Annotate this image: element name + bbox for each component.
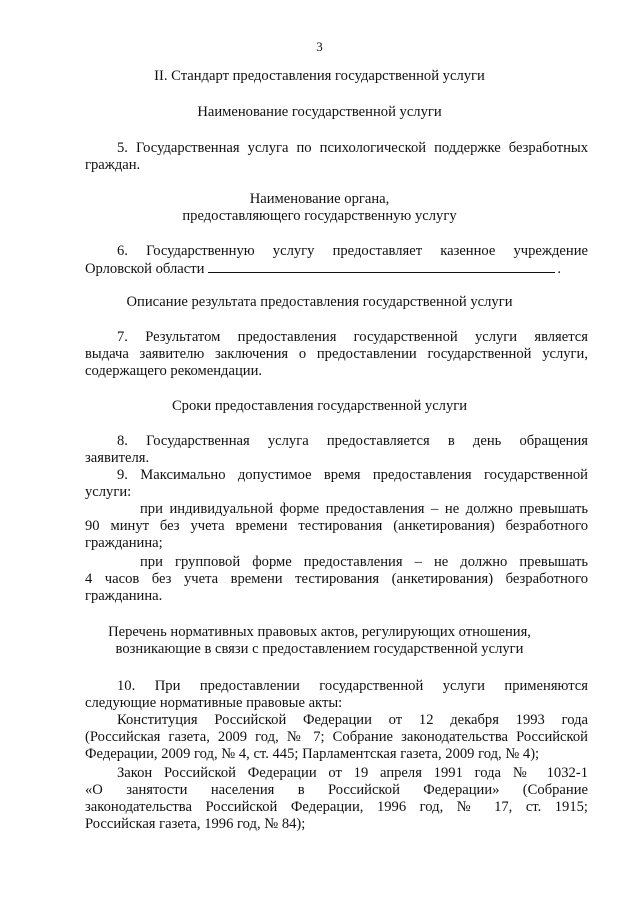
law-line3: законодательства Российской Федерации, 1996 год, № 17, ст. 1915; [85,799,588,815]
p10-line2: следующие нормативные правовые акты: [85,695,343,711]
p5-line1: 5. Государственная услуга по психологической поддержке безработных [117,140,588,156]
heading-result: Описание результата предоставления государственной услуги [126,294,513,310]
p9-group-line2: 4 часов без учета времени тестирования (анкетирования) безработного [85,571,588,587]
p6-line2-dot: . [557,261,562,277]
constitution-line1: Конституция Российской Федерации от 12 декабря 1993 года [117,712,588,728]
p7-line1: 7. Результатом предоставления государственной услуги является [117,329,588,345]
p7-line2: выдача заявителю заключения о предоставлении государственной услуги, [85,346,588,362]
law-line4: Российская газета, 1996 год, № 84); [85,816,306,832]
heading-organ-line1: Наименование органа, [249,191,390,207]
page-number: 3 [316,39,323,54]
p9-individual-line3: гражданина; [85,535,163,551]
heading-acts-line2: возникающие в связи с предоставлением государственной услуги [115,641,524,657]
law-line1: Закон Российской Федерации от 19 апреля 1991 года № 1032-1 [117,765,588,781]
heading-organ-line2: предоставляющего государственную услугу [182,208,457,224]
p9-line1: 9. Максимально допустимое время предоставления государственной [117,467,588,483]
p8-line2: заявителя. [85,450,150,466]
p5-line2: граждан. [85,157,141,173]
p6-line2 [85,260,561,278]
p6-line2-text: Орловской области [85,261,205,277]
constitution-line3: Федерации, 2009 год, № 4, ст. 445; Парламентская газета, 2009 год, № 4); [85,746,540,762]
p9-individual-line1: при индивидуальной форме предоставления – не должно превышать [140,501,588,517]
section-title: II. Стандарт предоставления государственной услуги [154,68,485,84]
law-line2: «О занятости населения в Российской Федерации» (Собрание [85,782,588,798]
constitution-line2: (Российская газета, 2009 год, № 7; Собрание законодательства Российской [85,729,588,745]
p6-line1: 6. Государственную услугу предоставляет казенное учреждение [117,243,588,259]
p9-group-line3: гражданина. [85,588,163,604]
heading-acts-line1: Перечень нормативных правовых актов, регулирующих отношения, [108,624,531,640]
p8-line1: 8. Государственная услуга предоставляется в день обращения [117,433,588,449]
p10-line1: 10. При предоставлении государственной услуги применяются [117,678,588,694]
heading-terms: Сроки предоставления государственной услуги [171,398,468,414]
heading-service-name: Наименование государственной услуги [197,104,442,120]
p9-group-line1: при групповой форме предоставления – не должно превышать [140,554,588,570]
blank-fill-line [208,260,555,273]
p9-individual-line2: 90 минут без учета времени тестирования (анкетирования) безработного [85,518,588,534]
p7-line3: содержащего рекомендации. [85,363,263,379]
p9-line2: услуги: [85,484,132,500]
